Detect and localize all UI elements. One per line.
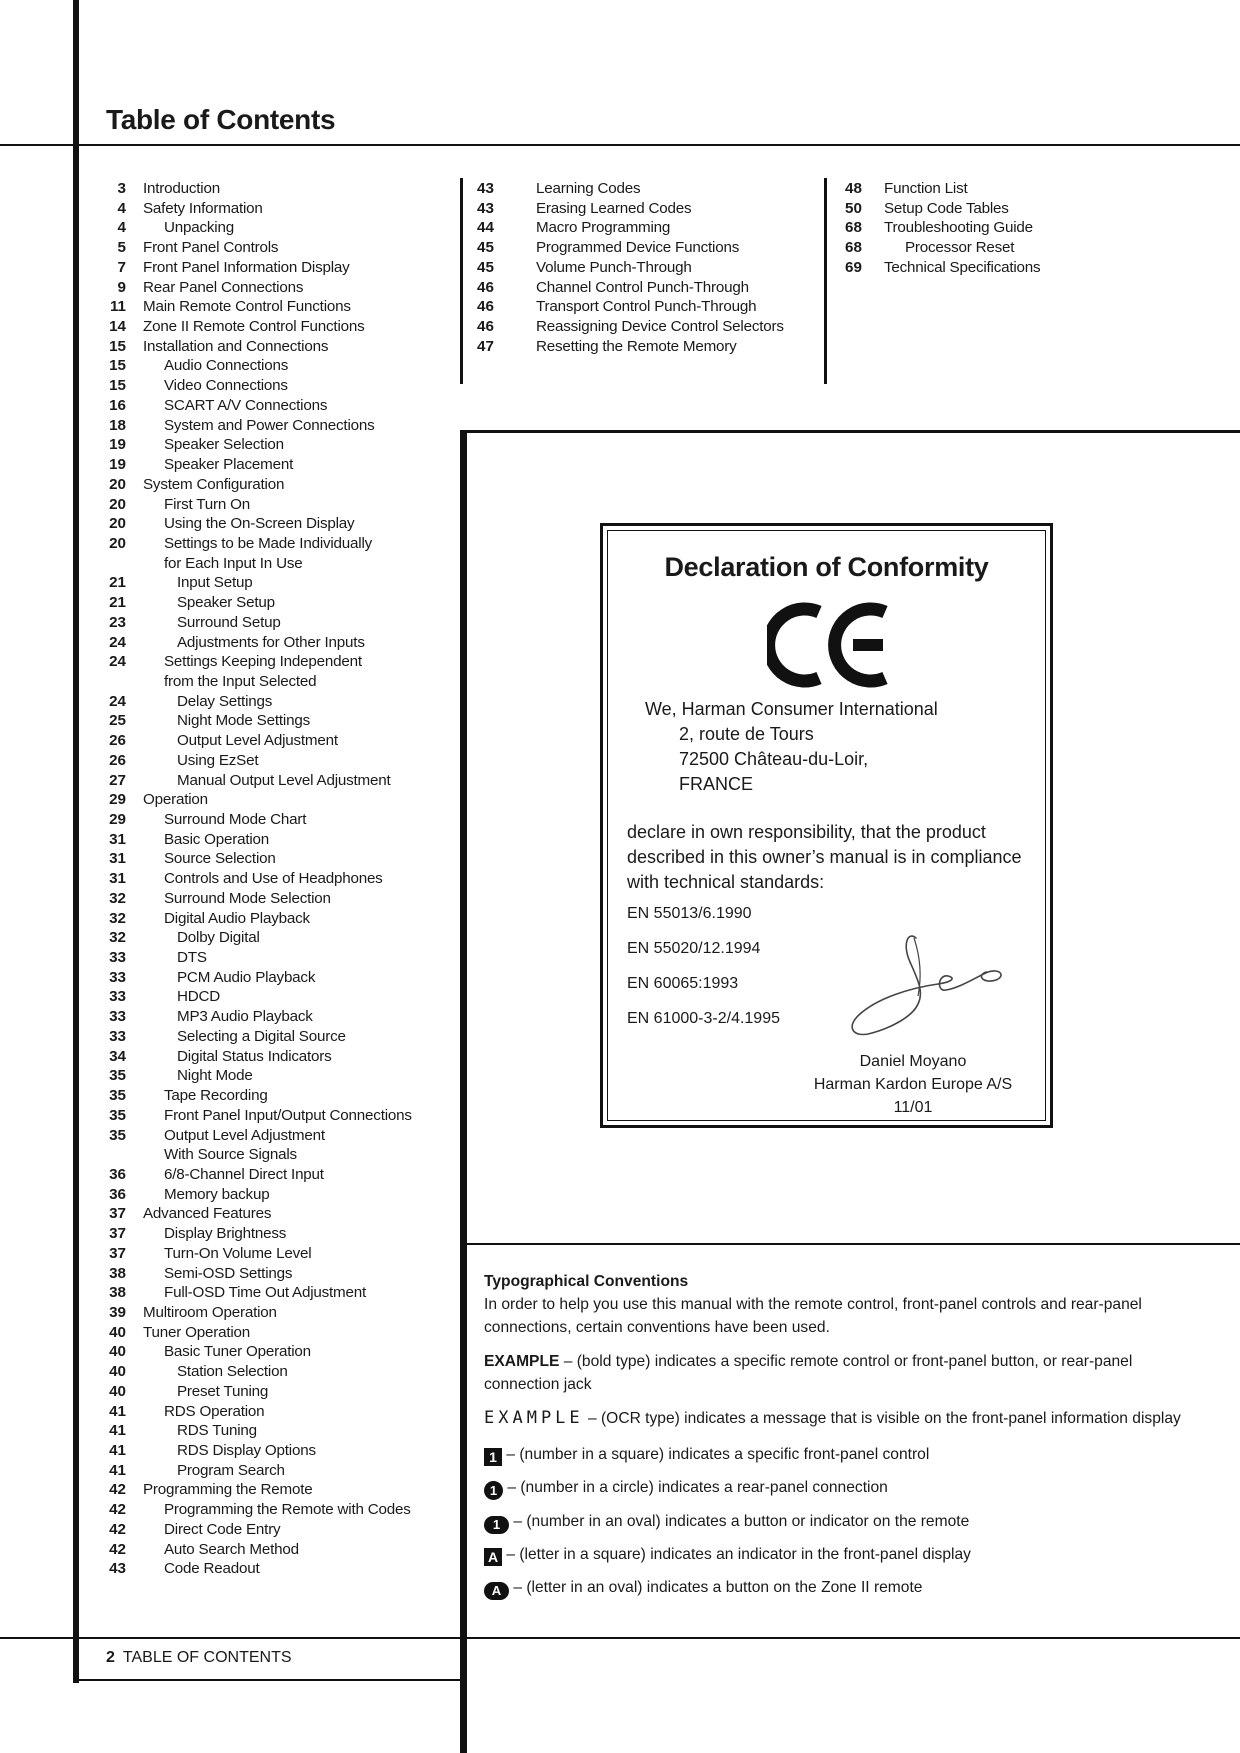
toc-entry-label: Night Mode [177,1067,253,1085]
toc-entry-label: Audio Connections [164,357,289,375]
toc-entry [0,948,412,968]
toc-page-number: 46 [477,298,494,316]
toc-entry-label: Preset Tuning [177,1382,269,1400]
toc-entry-label: Output Level Adjustment [164,1126,325,1144]
toc-entry [0,1106,412,1126]
toc-page-number: 43 [109,1560,126,1578]
toc-page-number: 31 [109,870,126,888]
toc-entry-label: Programmed Device Functions [536,239,740,257]
footer-rule-bottom [73,1679,463,1681]
toc-page-number: 47 [477,337,494,355]
toc-entry-label: from the Input Selected [164,672,317,690]
oval-letter-icon: A [484,1582,509,1600]
toc-page-number: 35 [109,1087,126,1105]
toc-page-number [102,1145,126,1165]
toc-entry [0,1520,412,1540]
toc-entry-label: Digital Audio Playback [164,909,310,927]
toc-entry-label: Video Connections [164,377,288,395]
toc-entry-label: PCM Audio Playback [177,968,316,986]
toc-entry-label: Basic Operation [164,830,270,848]
toc-entry-label: Reassigning Device Control Selectors [536,318,784,336]
toc-page-number: 24 [109,633,126,651]
convention-oval-number [484,1510,969,1534]
toc-entry-label: Speaker Placement [164,456,294,474]
toc-entry-label: Surround Mode Selection [164,889,331,907]
toc-page-number: 14 [109,318,126,336]
toc-page-number: 11 [109,298,126,316]
toc-page-number: 46 [477,318,494,336]
toc-page-number: 42 [109,1540,126,1558]
toc-entry-label: Learning Codes [536,180,641,197]
toc-entry-label: Using EzSet [177,751,259,769]
toc-entry [0,1461,412,1481]
toc-entry-label: Display Brightness [164,1225,287,1243]
toc-entry-label: RDS Operation [164,1402,265,1420]
toc-entry-label: Unpacking [164,219,234,237]
toc-entry [0,258,1040,278]
toc-page-number: 38 [109,1284,126,1302]
toc-entry-label: Erasing Learned Codes [536,199,692,217]
toc-entry-label: Turn-On Volume Level [164,1244,312,1262]
toc-entry [0,1264,412,1284]
toc-page-number: 45 [477,239,494,257]
toc-entry [0,1145,412,1165]
toc-page-number: 15 [109,377,126,395]
toc-entry-label: Manual Output Level Adjustment [177,771,391,789]
circle-number-icon: 1 [484,1481,503,1500]
toc-page-number: 21 [109,574,126,592]
toc-entry-label: Main Remote Control Functions [143,298,351,316]
toc-entry-label: Operation [143,791,208,809]
declaration-address-3: FRANCE [679,774,754,794]
toc-entry-label: Advanced Features [143,1205,272,1223]
toc-entry-label: Installation and Connections [143,337,329,355]
toc-entry-label: Full-OSD Time Out Adjustment [164,1284,367,1302]
square-letter-desc: – (letter in a square) indicates an indicator in the front-panel display [502,1546,971,1563]
toc-entry [0,1323,412,1343]
toc-page-number: 19 [109,456,126,474]
toc-entry-label: Resetting the Remote Memory [536,337,737,355]
toc-entry-label: Front Panel Input/Output Connections [164,1106,412,1124]
toc-entry-label: System Configuration [143,475,285,493]
oval-number-icon: 1 [484,1516,509,1534]
toc-entry [0,613,412,633]
toc-page-number: 36 [109,1165,126,1183]
toc-page-number: 69 [845,258,862,276]
toc-entry-label: Introduction [143,180,220,197]
toc-page-number: 20 [109,475,126,493]
toc-entry-label: Delay Settings [177,692,273,710]
toc-entry [0,652,412,672]
standard-1: EN 55013/6.1990 [627,905,752,922]
declaration-statement-1: declare in own responsibility, that the product [627,822,986,842]
signer-company: Harman Kardon Europe A/S [813,1076,1013,1093]
toc-page-number: 68 [845,239,862,257]
toc-entry-label: SCART A/V Connections [164,396,328,414]
toc-entry-label: Macro Programming [536,219,671,237]
square-number-icon: 1 [484,1448,502,1466]
toc-page-number: 29 [109,791,126,809]
toc-entry [0,218,1040,238]
toc-page-number: 25 [109,712,126,730]
standard-3: EN 60065:1993 [627,975,739,992]
toc-entry [0,810,412,830]
toc-page-number: 32 [109,909,126,927]
toc-entry [0,534,412,554]
toc-entry-label: Surround Setup [177,613,281,631]
toc-page-number: 33 [109,988,126,1006]
toc-page-number: 50 [845,199,862,217]
toc-entry [0,396,412,416]
toc-entry [0,928,412,948]
toc-page-number: 21 [109,594,126,612]
toc-page-number: 18 [109,416,126,434]
circle-number-desc: – (number in a circle) indicates a rear-panel connection [503,1479,888,1496]
toc-entry-label: RDS Tuning [177,1422,257,1440]
toc-page-number: 20 [109,495,126,513]
toc-entry-label: Transport Control Punch-Through [536,298,757,316]
toc-page-number: 40 [109,1382,126,1400]
toc-entry-label: DTS [177,949,207,967]
toc-page-number: 24 [109,692,126,710]
toc-entry [0,1224,412,1244]
toc-page-number: 34 [109,1047,126,1065]
toc-page-number: 20 [109,515,126,533]
toc-page-number: 20 [109,534,126,552]
toc-entry-label: Troubleshooting Guide [884,219,1033,237]
toc-entry [0,771,412,791]
square-number-desc: – (number in a square) indicates a specific front-panel control [502,1446,930,1463]
footer-page-number: 2 [106,1649,115,1666]
toc-entry [0,1283,412,1303]
toc-page-number: 45 [477,258,494,276]
toc-entry [0,1540,412,1560]
toc-entry [0,672,412,692]
signer-date: 11/01 [893,1099,933,1116]
ocr-example-desc: – (OCR type) indicates a message that is visible on the front-panel information display [583,1410,1181,1427]
toc-page-number: 35 [109,1067,126,1085]
toc-entry-label: Basic Tuner Operation [164,1343,311,1361]
toc-page-number: 41 [109,1402,126,1420]
square-letter-icon: A [484,1548,502,1566]
toc-entry [0,1500,412,1520]
toc-entry [0,633,412,653]
toc-entry [0,1047,412,1067]
toc-entry [0,297,784,317]
toc-entry-label: Controls and Use of Headphones [164,870,383,888]
toc-page-number: 35 [109,1106,126,1124]
toc-entry [0,475,412,495]
toc-entry-label: Front Panel Information Display [143,258,350,276]
convention-oval-letter [484,1576,922,1600]
toc-entry [0,731,412,751]
toc-page-number: 36 [109,1185,126,1203]
toc-entry-label: Memory backup [164,1185,270,1203]
toc-page-number: 5 [117,239,126,257]
toc-page-number: 15 [109,337,126,355]
toc-entry [0,1342,412,1362]
toc-entry-label: Setup Code Tables [884,199,1009,217]
toc-page-number: 68 [845,219,862,237]
toc-page-number: 40 [109,1363,126,1381]
toc-page-number: 39 [109,1303,126,1321]
conventions-intro-1: In order to help you use this manual with the remote control, front-panel controls and rear-panel [484,1296,1142,1313]
toc-page-number: 33 [109,1008,126,1026]
declaration-box [600,523,1053,1128]
toc-entry-label: Tuner Operation [143,1323,251,1341]
toc-entry [0,869,412,889]
declaration-company: We, Harman Consumer International [645,699,938,719]
toc-page-number: 44 [477,219,494,237]
header-rule [0,144,1240,146]
toc-page-number: 41 [109,1442,126,1459]
toc-entry-label: Speaker Setup [177,594,275,612]
toc-entry [0,987,412,1007]
toc-entry [0,337,784,357]
toc-entry [0,1185,412,1205]
toc-entry [0,495,412,515]
toc-column-1 [0,179,412,1579]
conventions-top-rule [460,1243,1240,1245]
toc-entry [0,1303,412,1323]
toc-page-number: 37 [109,1225,126,1243]
toc-entry-label: Zone II Remote Control Functions [143,318,365,336]
toc-page-number: 42 [109,1501,126,1519]
toc-page-number: 32 [109,929,126,947]
toc-entry-label: Code Readout [164,1560,260,1578]
conventions-heading: Typographical Conventions [484,1273,689,1290]
toc-entry-label: Rear Panel Connections [143,278,304,296]
toc-entry-label: Dolby Digital [177,929,260,947]
toc-page-number: 33 [109,968,126,986]
bold-example: EXAMPLE [484,1353,560,1370]
toc-page-number: 33 [109,949,126,967]
toc-page-number [102,554,126,574]
footer-rule-top [0,1637,1240,1639]
toc-entry [0,573,412,593]
toc-entry [0,1402,412,1422]
toc-entry [0,909,412,929]
toc-entry-label: Output Level Adjustment [177,732,338,750]
toc-page-number: 38 [109,1264,126,1282]
toc-page-number: 35 [109,1126,126,1144]
toc-page-number: 23 [109,613,126,631]
toc-entry-label: Program Search [177,1461,285,1479]
declaration-statement-3: with technical standards: [627,872,825,892]
declaration-title: Declaration of Conformity [664,552,989,582]
toc-entry-label: Tape Recording [164,1087,268,1105]
footer-label: TABLE OF CONTENTS [122,1649,292,1666]
toc-entry [0,514,412,534]
ocr-example: EXAMPLE [484,1408,584,1428]
toc-page-number: 43 [477,199,494,217]
toc-entry [0,593,412,613]
toc-entry-label: Front Panel Controls [143,239,279,257]
toc-entry [0,1086,412,1106]
toc-entry [0,1559,412,1579]
toc-entry [0,1204,412,1224]
toc-page-number: 15 [109,357,126,375]
oval-letter-desc: – (letter in an oval) indicates a button on the Zone II remote [509,1579,923,1596]
toc-entry-label: Processor Reset [905,239,1015,257]
page-title: Table of Contents [106,104,336,135]
toc-column-3 [0,179,1040,278]
toc-entry [0,889,412,909]
standard-4: EN 61000-3-2/4.1995 [627,1010,780,1027]
toc-entry-label: Using the On-Screen Display [164,515,355,533]
toc-page-number [102,672,126,692]
toc-entry-label: Surround Mode Chart [164,811,307,828]
right-panel-top-rule [460,430,1240,433]
toc-page-number: 24 [109,653,126,671]
toc-entry-label: Auto Search Method [164,1540,299,1558]
toc-entry [0,1126,412,1146]
toc-page-number: 40 [109,1343,126,1361]
toc-entry [0,849,412,869]
toc-page-number: 46 [477,278,494,296]
convention-bold-line2: connection jack [484,1376,592,1393]
toc-entry-label: MP3 Audio Playback [177,1008,313,1026]
toc-page-number: 31 [109,830,126,848]
convention-square-number [484,1443,929,1466]
declaration-address-2: 72500 Château-du-Loir, [679,749,869,769]
toc-entry-label: Digital Status Indicators [177,1047,332,1065]
toc-page-number: 29 [109,811,126,828]
toc-page-number: 27 [109,771,126,789]
toc-page-number: 37 [109,1205,126,1223]
toc-entry-label: RDS Display Options [177,1442,316,1459]
toc-page-number: 32 [109,889,126,907]
toc-page-number: 3 [117,180,126,197]
toc-entry [0,1007,412,1027]
page-footer [106,1649,292,1667]
toc-entry-label: Channel Control Punch-Through [536,278,749,296]
convention-square-letter [484,1543,971,1566]
toc-entry-label: Volume Punch-Through [536,258,692,276]
toc-page-number: 26 [109,751,126,769]
standard-2: EN 55020/12.1994 [627,940,761,957]
conventions-intro-2: connections, certain conventions have been used. [484,1319,830,1336]
toc-entry [0,1421,412,1441]
toc-page-number: 41 [109,1461,126,1479]
toc-entry [0,751,412,771]
toc-entry [0,179,1040,199]
ce-mark-icon [767,598,892,693]
toc-page-number: 43 [477,180,494,197]
convention-ocr [484,1407,1181,1430]
bold-example-desc: – (bold type) indicates a specific remote control or front-panel button, or rear-panel [559,1353,1133,1370]
declaration-address-1: 2, route de Tours [679,724,814,744]
toc-entry-label: Safety Information [143,199,263,217]
toc-entry [0,830,412,850]
toc-entry [0,968,412,988]
toc-entry-label: Technical Specifications [884,258,1041,276]
toc-entry [0,356,412,376]
oval-number-desc: – (number in an oval) indicates a button or indicator on the remote [509,1513,970,1530]
toc-page-number: 37 [109,1244,126,1262]
declaration-statement-2: described in this owner’s manual is in compliance [627,847,1022,867]
toc-page-number: 16 [109,396,126,414]
toc-page-number: 42 [109,1520,126,1538]
toc-entry [0,455,412,475]
toc-entry-label: 6/8-Channel Direct Input [164,1165,324,1183]
toc-entry [0,199,1040,219]
toc-entry-label: Programming the Remote [143,1481,313,1499]
toc-entry-label: With Source Signals [164,1146,297,1164]
toc-entry [0,1362,412,1382]
toc-page-number: 48 [845,180,862,197]
toc-entry [0,435,412,455]
toc-page-number: 4 [117,219,126,237]
toc-entry-label: Semi-OSD Settings [164,1264,293,1282]
toc-entry-label: for Each Input In Use [164,554,303,572]
toc-entry-label: Speaker Selection [164,436,284,454]
toc-page-number: 7 [117,258,126,276]
convention-bold [484,1350,1132,1373]
toc-entry-label: Settings Keeping Independent [164,653,362,671]
toc-entry [0,1165,412,1185]
toc-entry [0,238,1040,258]
toc-entry [0,1480,412,1500]
toc-entry-label: Function List [884,180,968,197]
toc-entry [0,317,784,337]
convention-circle-number [484,1476,888,1500]
toc-entry [0,1382,412,1402]
toc-entry-label: Direct Code Entry [164,1520,281,1538]
signer-name: Daniel Moyano [859,1053,967,1070]
toc-page-number: 40 [109,1323,126,1341]
toc-page-number: 42 [109,1481,126,1499]
toc-entry-label: Station Selection [177,1363,288,1381]
toc-entry-label: System and Power Connections [164,416,375,434]
toc-entry-label: First Turn On [164,495,251,513]
toc-entry [0,376,412,396]
right-panel-bar [460,430,467,1753]
toc-entry [0,1244,412,1264]
toc-page-number: 31 [109,850,126,868]
toc-entry [0,790,412,810]
toc-entry-label: HDCD [177,988,221,1006]
toc-entry [0,692,412,712]
toc-page-number: 9 [117,278,126,296]
toc-entry [0,711,412,731]
toc-entry-label: Source Selection [164,850,276,868]
toc-entry [0,1441,412,1461]
signature-image [838,926,1018,1041]
toc-entry [0,1066,412,1086]
toc-page-number: 4 [117,199,126,217]
toc-page-number: 33 [109,1027,126,1045]
toc-entry-label: Programming the Remote with Codes [164,1501,411,1519]
toc-entry [0,278,784,298]
toc-page-number: 41 [109,1422,126,1440]
toc-page-number: 19 [109,436,126,454]
toc-entry-label: Multiroom Operation [143,1303,277,1321]
toc-entry [0,416,412,436]
toc-entry-label: Input Setup [177,574,253,592]
toc-entry-label: Settings to be Made Individually [164,534,373,552]
toc-entry-label: Selecting a Digital Source [177,1027,346,1045]
toc-entry-label: Night Mode Settings [177,712,310,730]
toc-entry [0,554,412,574]
toc-entry [0,1027,412,1047]
toc-entry-label: Adjustments for Other Inputs [177,633,365,651]
toc-page-number: 26 [109,732,126,750]
